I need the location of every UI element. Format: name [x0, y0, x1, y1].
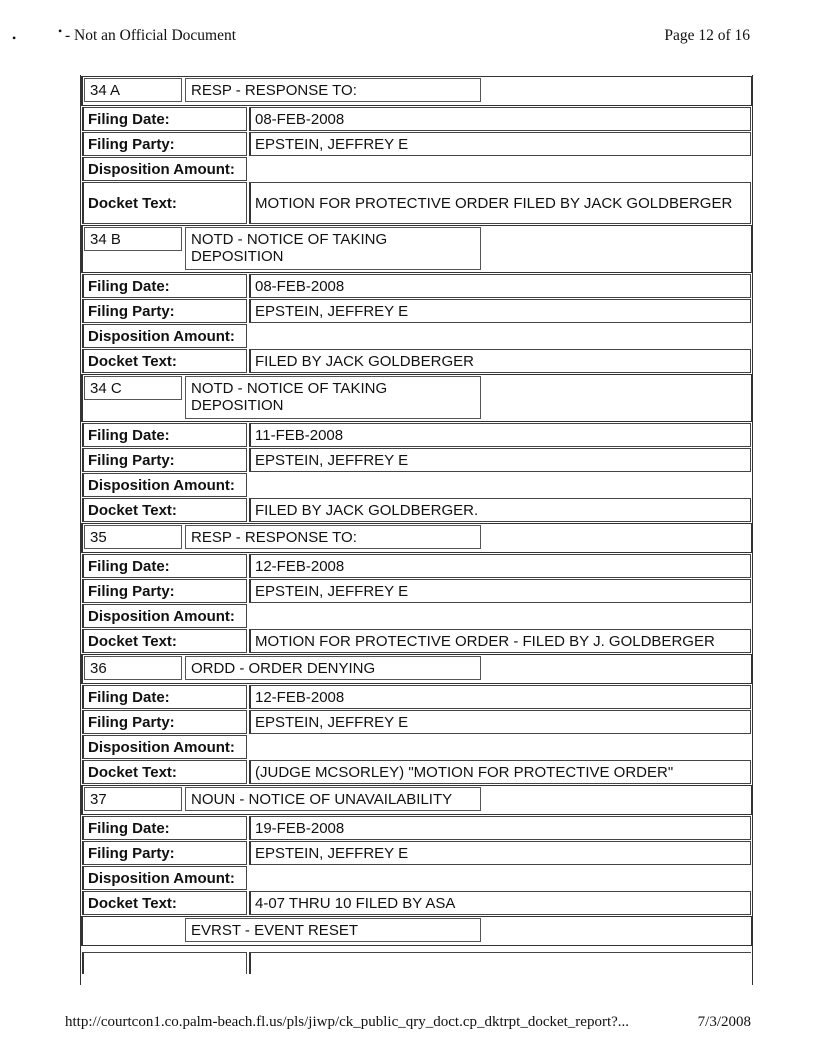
entry-number: 34 A: [84, 78, 182, 102]
source-url: http://courtcon1.co.palm-beach.fl.us/pls/jiwp/ck_public_qry_doct.cp_dktrpt_docket_report?...: [65, 1014, 630, 1030]
filing-party-label: Filing Party:: [82, 710, 247, 734]
docket-text-value: MOTION FOR PROTECTIVE ORDER - FILED BY J. GOLDBERGER: [249, 629, 751, 653]
docket-entry-header: [81, 523, 752, 553]
field-row: [81, 448, 752, 472]
field-row: [81, 554, 752, 578]
docket-text-label: Docket Text:: [82, 182, 247, 224]
field-row: [81, 274, 752, 298]
docket-text-value: 4-07 THRU 10 FILED BY ASA: [249, 891, 751, 915]
entry-number: 37: [84, 787, 182, 811]
field-row: [81, 579, 752, 603]
docket-text-value: FILED BY JACK GOLDBERGER.: [249, 498, 751, 522]
filing-date-value: 12-FEB-2008: [249, 554, 751, 578]
docket-text-label: Docket Text:: [82, 760, 247, 784]
table-cell: [82, 952, 247, 974]
header-disclaimer: - Not an Official Document: [65, 27, 237, 44]
docket-table: [80, 75, 753, 985]
filing-party-value: EPSTEIN, JEFFREY E: [249, 710, 751, 734]
field-row: [81, 952, 752, 974]
field-row: [81, 107, 752, 131]
field-row: [81, 473, 752, 497]
filing-date-label: Filing Date:: [82, 274, 247, 298]
entry-code: RESP - RESPONSE TO:: [185, 525, 481, 549]
field-row: [81, 132, 752, 156]
disposition-amount-label: Disposition Amount:: [82, 473, 247, 497]
filing-party-label: Filing Party:: [82, 132, 247, 156]
docket-text-value: MOTION FOR PROTECTIVE ORDER FILED BY JACK GOLDBERGER: [249, 182, 751, 224]
field-row: [81, 710, 752, 734]
field-row: [81, 182, 752, 224]
disposition-amount-value: [249, 604, 751, 628]
docket-entry-header: [81, 785, 752, 815]
disposition-amount-label: Disposition Amount:: [82, 157, 247, 181]
docket-entry-header: [81, 225, 752, 273]
field-row: [81, 629, 752, 653]
filing-date-label: Filing Date:: [82, 107, 247, 131]
disposition-amount-value: [249, 735, 751, 759]
filing-date-value: 11-FEB-2008: [249, 423, 751, 447]
docket-text-label: Docket Text:: [82, 349, 247, 373]
entry-number: 36: [84, 656, 182, 680]
filing-party-label: Filing Party:: [82, 841, 247, 865]
disposition-amount-label: Disposition Amount:: [82, 324, 247, 348]
print-date: 7/3/2008: [697, 1014, 751, 1030]
field-row: [81, 735, 752, 759]
filing-date-label: Filing Date:: [82, 685, 247, 709]
entry-number: 34 C: [84, 376, 182, 400]
entry-number: 34 B: [84, 227, 182, 251]
filing-party-label: Filing Party:: [82, 448, 247, 472]
disposition-amount-label: Disposition Amount:: [82, 866, 247, 890]
disposition-amount-value: [249, 473, 751, 497]
field-row: [81, 498, 752, 522]
entry-code: EVRST - EVENT RESET: [185, 918, 481, 942]
field-row: [81, 157, 752, 181]
disposition-amount-value: [249, 157, 751, 181]
field-row: [81, 891, 752, 915]
filing-party-label: Filing Party:: [82, 579, 247, 603]
docket-text-value: (JUDGE MCSORLEY) "MOTION FOR PROTECTIVE ORDER": [249, 760, 751, 784]
filing-date-label: Filing Date:: [82, 423, 247, 447]
disposition-amount-value: [249, 324, 751, 348]
docket-text-value: FILED BY JACK GOLDBERGER: [249, 349, 751, 373]
docket-text-label: Docket Text:: [82, 891, 247, 915]
docket-entry-header: [81, 916, 752, 946]
docket-entry-header: [81, 76, 752, 106]
filing-date-value: 19-FEB-2008: [249, 816, 751, 840]
field-row: [81, 866, 752, 890]
field-row: [81, 299, 752, 323]
docket-entry-header: [81, 374, 752, 422]
filing-party-value: EPSTEIN, JEFFREY E: [249, 841, 751, 865]
filing-party-label: Filing Party:: [82, 299, 247, 323]
docket-entry-header: [81, 654, 752, 684]
table-cell: [249, 952, 751, 974]
filing-party-value: EPSTEIN, JEFFREY E: [249, 448, 751, 472]
disposition-amount-label: Disposition Amount:: [82, 604, 247, 628]
disposition-amount-label: Disposition Amount:: [82, 735, 247, 759]
filing-party-value: EPSTEIN, JEFFREY E: [249, 579, 751, 603]
entry-number: [84, 918, 182, 942]
filing-party-value: EPSTEIN, JEFFREY E: [249, 132, 751, 156]
entry-code: NOTD - NOTICE OF TAKING DEPOSITION: [185, 227, 481, 270]
page-header: [0, 0, 815, 50]
entry-number: 35: [84, 525, 182, 549]
bullet-mark: •: [12, 31, 17, 45]
field-row: [81, 349, 752, 373]
field-row: [81, 324, 752, 348]
filing-date-value: 12-FEB-2008: [249, 685, 751, 709]
filing-date-value: 08-FEB-2008: [249, 107, 751, 131]
docket-text-label: Docket Text:: [82, 498, 247, 522]
entry-code: NOTD - NOTICE OF TAKING DEPOSITION: [185, 376, 481, 419]
page-number: Page 12 of 16: [664, 27, 750, 44]
field-row: [81, 841, 752, 865]
filing-date-label: Filing Date:: [82, 554, 247, 578]
filing-party-value: EPSTEIN, JEFFREY E: [249, 299, 751, 323]
page-footer: [65, 1014, 751, 1031]
entry-code: RESP - RESPONSE TO:: [185, 78, 481, 102]
field-row: [81, 816, 752, 840]
field-row: [81, 604, 752, 628]
filing-date-label: Filing Date:: [82, 816, 247, 840]
field-row: [81, 685, 752, 709]
docket-text-label: Docket Text:: [82, 629, 247, 653]
entry-code: NOUN - NOTICE OF UNAVAILABILITY: [185, 787, 481, 811]
field-row: [81, 760, 752, 784]
disposition-amount-value: [249, 866, 751, 890]
filing-date-value: 08-FEB-2008: [249, 274, 751, 298]
bullet-mark: •: [58, 24, 63, 38]
entry-code: ORDD - ORDER DENYING: [185, 656, 481, 680]
field-row: [81, 423, 752, 447]
